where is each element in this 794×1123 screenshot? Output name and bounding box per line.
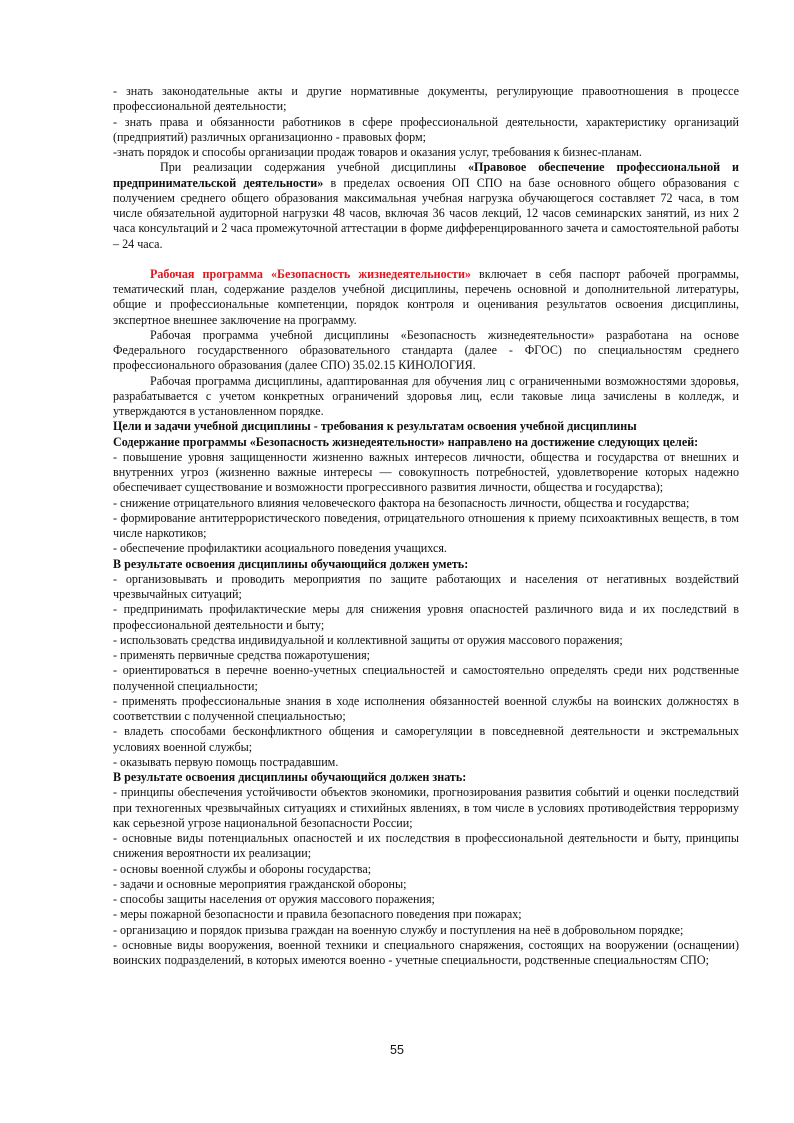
knowledge-item: - задачи и основные мероприятия гражданской обороны; xyxy=(113,876,407,891)
goal-item: - обеспечение профилактики асоциального поведения учащихся. xyxy=(113,541,447,556)
bzh-paragraph: Рабочая программа учебной дисциплины «Безопасность жизнедеятельности» разработана на основе Федерального государственного образовательного стандарта (далее - ФГОС) по специальностям среднего профессионального образования (далее СПО) 35.02.15 КИНОЛОГИЯ. xyxy=(113,327,739,373)
skill-item: - организовывать и проводить мероприятия по защите работающих и населения от негативных воздействий чрезвычайных ситуаций; xyxy=(113,571,739,601)
goal-item: - снижение отрицательного влияния человеческого фактора на безопасность личности, общества и государства; xyxy=(113,495,690,510)
knowledge-item: - меры пожарной безопасности и правила безопасного поведения при пожарах; xyxy=(113,907,522,922)
knowledge-item: - основные виды потенциальных опасностей и их последствия в профессиональной деятельности и быту, принципы снижения вероятности их реализации; xyxy=(113,831,739,861)
law-paragraph-suffix: в пределах освоения ОП СПО на базе основного общего образования с получением среднего общего образования максимальная учебная нагрузка обучающегося составляет 72 часа, в том числе обязательной аудиторной нагрузки 48 часов, включая 36 часов лекций, 12 часов семинарских занятий, из них 2 часа консультаций и 2 часа промежуточной аттестации в форме дифференцированного зачета и самостоятельной работы – 24 часа. xyxy=(113,175,739,251)
knowledge-item: - способы защиты населения от оружия массового поражения; xyxy=(113,892,435,906)
bzh-intro-text: включает в себя паспорт рабочей программы, тематический план, содержание разделов учебной дисциплины, перечень основной и дополнительной литературы, общие и профессиональные компетенции, порядок контроля и оценивания результатов освоения дисциплины, экспертное внешнее заключение на программу. xyxy=(113,266,739,327)
skill-item: - оказывать первую помощь пострадавшим. xyxy=(113,754,339,769)
intro-bullet: - знать законодательные акты и другие нормативные документы, регулирующие правоотношения в процессе профессиональной деятельности; xyxy=(113,84,739,114)
intro-bullet: -знать порядок и способы организации продаж товаров и оказания услуг, требования к бизнес-планам. xyxy=(113,145,642,159)
goals-heading: Цели и задачи учебной дисциплины - требования к результатам освоения учебной дисциплины xyxy=(113,419,637,434)
paragraph-gap xyxy=(113,252,739,267)
goal-item: - повышение уровня защищенности жизненно важных интересов личности, общества и государства от внешних и внутренних угроз (жизненно важные интересы — совокупность потребностей, удовлетворение которых надежно обеспечивает существование и возможности прогрессивного развития личности, общества и государства); xyxy=(113,449,739,495)
skill-item: - владеть способами бесконфликтного общения и саморегуляции в повседневной деятельности и экстремальных условиях военной службы; xyxy=(113,724,739,754)
law-discipline-paragraph xyxy=(113,160,739,252)
intro-bullet: - знать права и обязанности работников в сфере профессиональной деятельности, характеристику организаций (предприятий) различных организационно - правовых форм; xyxy=(113,114,739,144)
skill-item: - применять первичные средства пожаротушения; xyxy=(113,648,371,662)
bzh-program-title: Рабочая программа «Безопасность жизнедеятельности» xyxy=(150,266,471,281)
law-discipline-title: «Правовое обеспечение профессиональной и предпринимательской деятельности» xyxy=(113,160,739,190)
knowledge-item: - принципы обеспечения устойчивости объектов экономики, прогнозирования развития событий и оценки последствий при техногенных чрезвычайных ситуациях и стихийных явлениях, в том числе в условиях противодействия терроризму как серьезной угрозе национальной безопасности России; xyxy=(113,785,739,830)
bzh-intro-paragraph xyxy=(113,267,739,328)
knowledge-item: - основы военной службы и обороны государства; xyxy=(113,861,372,876)
page-number: 55 xyxy=(390,1043,404,1057)
content-heading: Содержание программы «Безопасность жизнедеятельности» направлено на достижение следующих целей: xyxy=(113,434,699,449)
knowledge-item: - основные виды вооружения, военной техники и специального снаряжения, состоящих на вооружении (оснащении) воинских подразделений, в которых имеются военно - учетные специальности, родственные специальностям СПО; xyxy=(113,937,739,967)
skills-heading: В результате освоения дисциплины обучающийся должен уметь: xyxy=(113,556,469,571)
goal-item: - формирование антитеррористического поведения, отрицательного отношения к приему психоактивных веществ, в том числе наркотиков; xyxy=(113,510,739,540)
knowledge-heading: В результате освоения дисциплины обучающийся должен знать: xyxy=(113,770,467,784)
skill-item: - ориентироваться в перечне военно-учетных специальностей и самостоятельно определять среди них родственные полученной специальности; xyxy=(113,663,739,693)
skill-item: - применять профессиональные знания в ходе исполнения обязанностей военной службы на воинских должностях в соответствии с полученной специальностью; xyxy=(113,693,739,723)
document-page xyxy=(113,84,739,968)
skill-item: - использовать средства индивидуальной и коллективной защиты от оружия массового поражения; xyxy=(113,632,623,647)
law-paragraph-prefix: При реализации содержания учебной дисциплины xyxy=(160,160,468,175)
skill-item: - предпринимать профилактические меры для снижения уровня опасностей различного вида и их последствий в профессиональной деятельности и быту; xyxy=(113,602,739,632)
knowledge-item: - организацию и порядок призыва граждан на военную службу и поступления на неё в добровольном порядке; xyxy=(113,922,684,937)
bzh-paragraph: Рабочая программа дисциплины, адаптированная для обучения лиц с ограниченными возможностями здоровья, разрабатывается с учетом конкретных ограничений здоровья лиц, если таковые лица зачислены в колледж, и утверждаются в установленном порядке. xyxy=(113,373,739,418)
